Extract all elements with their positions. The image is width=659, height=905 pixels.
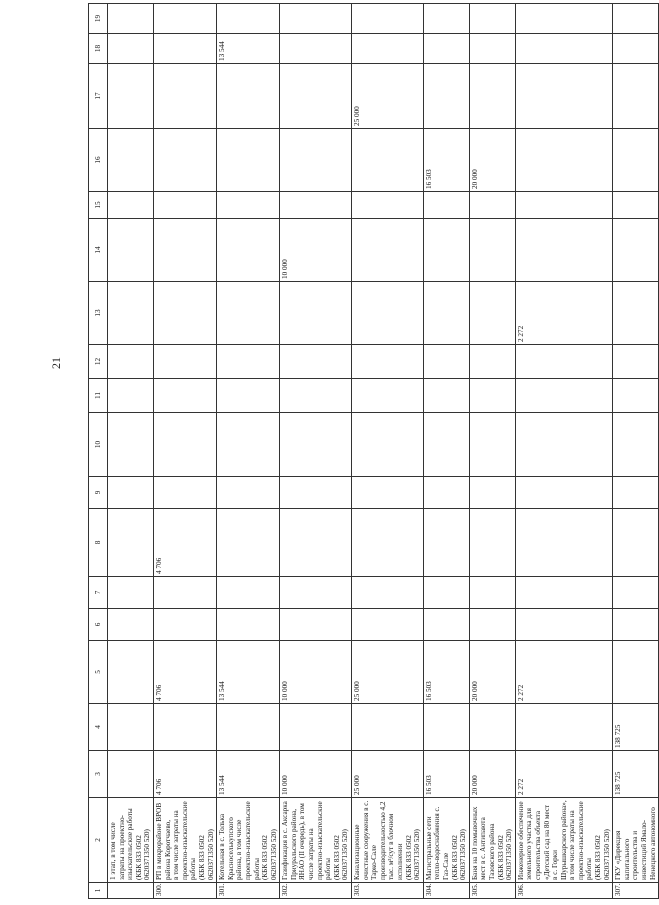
column-header: 1 xyxy=(89,883,108,899)
amount-cell xyxy=(515,4,613,34)
amount-cell xyxy=(613,609,659,641)
amount-cell: 2 272 xyxy=(515,282,613,345)
amount-cell xyxy=(153,4,216,34)
amount-cell xyxy=(423,219,469,282)
amount-cell xyxy=(613,129,659,192)
amount-cell xyxy=(153,477,216,509)
amount-cell: 20 000 xyxy=(469,751,515,798)
amount-cell: 13 544 xyxy=(217,751,280,798)
amount-cell xyxy=(108,609,154,641)
amount-cell xyxy=(423,477,469,509)
amount-cell: 2 272 xyxy=(515,751,613,798)
table-row xyxy=(515,4,613,899)
amount-cell xyxy=(280,64,352,129)
amount-cell xyxy=(613,413,659,477)
amount-cell: 13 544 xyxy=(217,641,280,704)
amount-cell xyxy=(613,282,659,345)
amount-cell xyxy=(108,704,154,751)
row-number: 300. xyxy=(153,883,216,899)
page-number: 21 xyxy=(49,357,63,369)
amount-cell xyxy=(217,4,280,34)
row-number: 307. xyxy=(613,883,659,899)
amount-cell xyxy=(352,609,424,641)
amount-cell xyxy=(153,282,216,345)
column-header: 7 xyxy=(89,577,108,609)
amount-cell xyxy=(280,192,352,219)
amount-cell xyxy=(153,609,216,641)
row-number: 303. xyxy=(352,883,424,899)
column-header: 5 xyxy=(89,641,108,704)
amount-cell xyxy=(515,219,613,282)
amount-cell xyxy=(352,129,424,192)
amount-cell xyxy=(613,477,659,509)
amount-cell xyxy=(613,641,659,704)
amount-cell xyxy=(153,129,216,192)
amount-cell xyxy=(469,192,515,219)
amount-cell: 10 000 xyxy=(280,219,352,282)
table-row xyxy=(352,4,424,899)
table-row xyxy=(280,4,352,899)
amount-cell xyxy=(515,704,613,751)
row-description: Баня на 10 помывочных мест в с. Антипаюта Тазовского района (КБК 833 0502 0620371350 520) xyxy=(469,798,515,883)
amount-cell xyxy=(153,219,216,282)
amount-cell xyxy=(280,609,352,641)
row-description: Газификация в с. Аксарка Приуральского района, ЯНАО (II очередь), в том числе затраты на проектно-изыскательские работы (КБК 833 0502 0620371350 520) xyxy=(280,798,352,883)
amount-cell xyxy=(352,704,424,751)
amount-cell xyxy=(352,282,424,345)
row-number xyxy=(108,883,154,899)
amount-cell xyxy=(217,704,280,751)
amount-cell: 10 000 xyxy=(280,641,352,704)
amount-cell xyxy=(108,577,154,609)
amount-cell xyxy=(423,704,469,751)
amount-cell xyxy=(352,192,424,219)
amount-cell: 25 000 xyxy=(352,751,424,798)
amount-cell: 10 000 xyxy=(280,751,352,798)
amount-cell xyxy=(515,34,613,64)
amount-cell xyxy=(515,509,613,577)
table-row xyxy=(423,4,469,899)
amount-cell xyxy=(153,413,216,477)
amount-cell xyxy=(153,64,216,129)
amount-cell: 4 706 xyxy=(153,509,216,577)
amount-cell xyxy=(613,345,659,379)
amount-cell xyxy=(108,282,154,345)
amount-cell xyxy=(469,577,515,609)
amount-cell xyxy=(153,192,216,219)
amount-cell xyxy=(423,577,469,609)
row-description: 1 этап, в том числе затраты на проектно-изыскательские работы (КБК 833 0502 0620371350 520) xyxy=(108,798,154,883)
amount-cell xyxy=(153,345,216,379)
amount-cell xyxy=(515,129,613,192)
amount-cell xyxy=(469,413,515,477)
rotated-table-area xyxy=(88,4,657,899)
amount-cell xyxy=(515,477,613,509)
amount-cell xyxy=(108,751,154,798)
amount-cell xyxy=(108,4,154,34)
amount-cell xyxy=(108,64,154,129)
amount-cell xyxy=(108,345,154,379)
budget-table xyxy=(88,3,659,899)
amount-cell: 4 706 xyxy=(153,751,216,798)
amount-cell xyxy=(613,64,659,129)
amount-cell: 16 503 xyxy=(423,641,469,704)
column-header: 4 xyxy=(89,704,108,751)
column-header: 2 xyxy=(89,798,108,883)
row-description: Магистральные сети тепло-водоснабжения с. Газ-Сале (КБК 833 0502 0620371350 520) xyxy=(423,798,469,883)
amount-cell xyxy=(217,509,280,577)
amount-cell xyxy=(280,413,352,477)
amount-cell xyxy=(469,704,515,751)
amount-cell xyxy=(469,345,515,379)
amount-cell xyxy=(153,379,216,413)
amount-cell xyxy=(280,477,352,509)
column-header: 17 xyxy=(89,64,108,129)
column-header: 10 xyxy=(89,413,108,477)
amount-cell xyxy=(108,509,154,577)
column-header: 18 xyxy=(89,34,108,64)
amount-cell xyxy=(423,379,469,413)
amount-cell xyxy=(280,34,352,64)
column-header: 8 xyxy=(89,509,108,577)
column-header: 9 xyxy=(89,477,108,509)
amount-cell xyxy=(515,345,613,379)
amount-cell xyxy=(217,64,280,129)
row-description: Котельная в с. Толька Красноселькупского района, в том числе проектно-изыскательские работы (КБК 833 0502 0620371350 520) xyxy=(217,798,280,883)
column-header: 13 xyxy=(89,282,108,345)
amount-cell xyxy=(352,345,424,379)
amount-cell xyxy=(108,477,154,509)
amount-cell xyxy=(352,4,424,34)
amount-cell xyxy=(352,379,424,413)
amount-cell: 25 000 xyxy=(352,641,424,704)
amount-cell: 2 272 xyxy=(515,641,613,704)
amount-cell xyxy=(423,34,469,64)
row-description: Инженерное обеспечение земельного участка для строительства объекта «Детский сад на 80 мест в с. Горки Шурышкарского района», в том числе затраты на проектно-изыскательские работы (КБК 833 0502 0620371350 520) xyxy=(515,798,613,883)
amount-cell xyxy=(108,379,154,413)
amount-cell xyxy=(217,477,280,509)
amount-cell xyxy=(469,219,515,282)
amount-cell xyxy=(153,577,216,609)
table-row xyxy=(217,4,280,899)
amount-cell xyxy=(280,282,352,345)
table-row xyxy=(153,4,216,899)
amount-cell xyxy=(613,34,659,64)
amount-cell xyxy=(280,704,352,751)
amount-cell: 138 725 xyxy=(613,751,659,798)
amount-cell xyxy=(217,577,280,609)
amount-cell xyxy=(469,379,515,413)
amount-cell xyxy=(217,345,280,379)
amount-cell xyxy=(153,704,216,751)
row-number: 305. xyxy=(469,883,515,899)
amount-cell xyxy=(515,577,613,609)
amount-cell xyxy=(280,379,352,413)
row-description: Канализационные очистные сооружения в с. Тарко-Сале производительностью 4,2 тыс. м³/сут в блочном исполнении (КБК 833 0502 0620371350 520) xyxy=(352,798,424,883)
column-header: 19 xyxy=(89,4,108,34)
table-rotated xyxy=(88,4,657,899)
amount-cell xyxy=(352,509,424,577)
amount-cell xyxy=(352,577,424,609)
amount-cell xyxy=(423,4,469,34)
amount-cell xyxy=(108,413,154,477)
amount-cell xyxy=(280,4,352,34)
column-header: 16 xyxy=(89,129,108,192)
column-header: 15 xyxy=(89,192,108,219)
row-number: 301. xyxy=(217,883,280,899)
amount-cell xyxy=(217,129,280,192)
amount-cell: 4 706 xyxy=(153,641,216,704)
amount-cell xyxy=(108,129,154,192)
amount-cell xyxy=(613,192,659,219)
amount-cell xyxy=(515,192,613,219)
amount-cell: 20 000 xyxy=(469,641,515,704)
amount-cell xyxy=(280,345,352,379)
amount-cell xyxy=(423,282,469,345)
column-header: 14 xyxy=(89,219,108,282)
amount-cell: 25 000 xyxy=(352,64,424,129)
amount-cell: 20 000 xyxy=(469,129,515,192)
amount-cell: 13 544 xyxy=(217,34,280,64)
amount-cell xyxy=(217,609,280,641)
amount-cell xyxy=(515,413,613,477)
amount-cell xyxy=(352,413,424,477)
column-header: 6 xyxy=(89,609,108,641)
column-header: 12 xyxy=(89,345,108,379)
amount-cell xyxy=(280,577,352,609)
amount-cell xyxy=(515,64,613,129)
amount-cell xyxy=(515,609,613,641)
amount-cell xyxy=(153,34,216,64)
amount-cell xyxy=(217,282,280,345)
amount-cell xyxy=(469,4,515,34)
amount-cell xyxy=(352,219,424,282)
amount-cell xyxy=(280,509,352,577)
amount-cell xyxy=(108,641,154,704)
amount-cell xyxy=(423,192,469,219)
amount-cell xyxy=(423,64,469,129)
amount-cell xyxy=(613,4,659,34)
amount-cell: 138 725 xyxy=(613,704,659,751)
amount-cell xyxy=(352,477,424,509)
table-row xyxy=(613,4,659,899)
column-header: 11 xyxy=(89,379,108,413)
amount-cell xyxy=(352,34,424,64)
column-header: 3 xyxy=(89,751,108,798)
amount-cell xyxy=(469,282,515,345)
row-number: 306. xyxy=(515,883,613,899)
header-row xyxy=(89,4,108,899)
amount-cell xyxy=(423,413,469,477)
amount-cell: 16 503 xyxy=(423,751,469,798)
amount-cell xyxy=(217,379,280,413)
row-number: 302. xyxy=(280,883,352,899)
amount-cell xyxy=(217,413,280,477)
amount-cell xyxy=(108,34,154,64)
amount-cell xyxy=(613,577,659,609)
amount-cell xyxy=(423,345,469,379)
amount-cell xyxy=(613,219,659,282)
amount-cell xyxy=(469,34,515,64)
amount-cell xyxy=(469,64,515,129)
amount-cell xyxy=(280,129,352,192)
row-description: ГКУ «Дирекция капитального строительства и инвестиций Ямало-Ненецкого автономного xyxy=(613,798,659,883)
amount-cell xyxy=(469,477,515,509)
amount-cell xyxy=(613,379,659,413)
amount-cell xyxy=(613,509,659,577)
table-body xyxy=(108,4,659,899)
amount-cell xyxy=(515,379,613,413)
amount-cell xyxy=(423,509,469,577)
amount-cell xyxy=(108,219,154,282)
row-number: 304. xyxy=(423,883,469,899)
amount-cell: 16 503 xyxy=(423,129,469,192)
row-description: РП в микрорайоне ВРОВ района Коротчаево, в том числе затраты на проектно-изыскательские работы (КБК 833 0502 0620371350 520) xyxy=(153,798,216,883)
table-row xyxy=(469,4,515,899)
amount-cell xyxy=(469,609,515,641)
amount-cell xyxy=(108,192,154,219)
amount-cell xyxy=(423,609,469,641)
amount-cell xyxy=(217,219,280,282)
table-row xyxy=(108,4,154,899)
amount-cell xyxy=(469,509,515,577)
amount-cell xyxy=(217,192,280,219)
